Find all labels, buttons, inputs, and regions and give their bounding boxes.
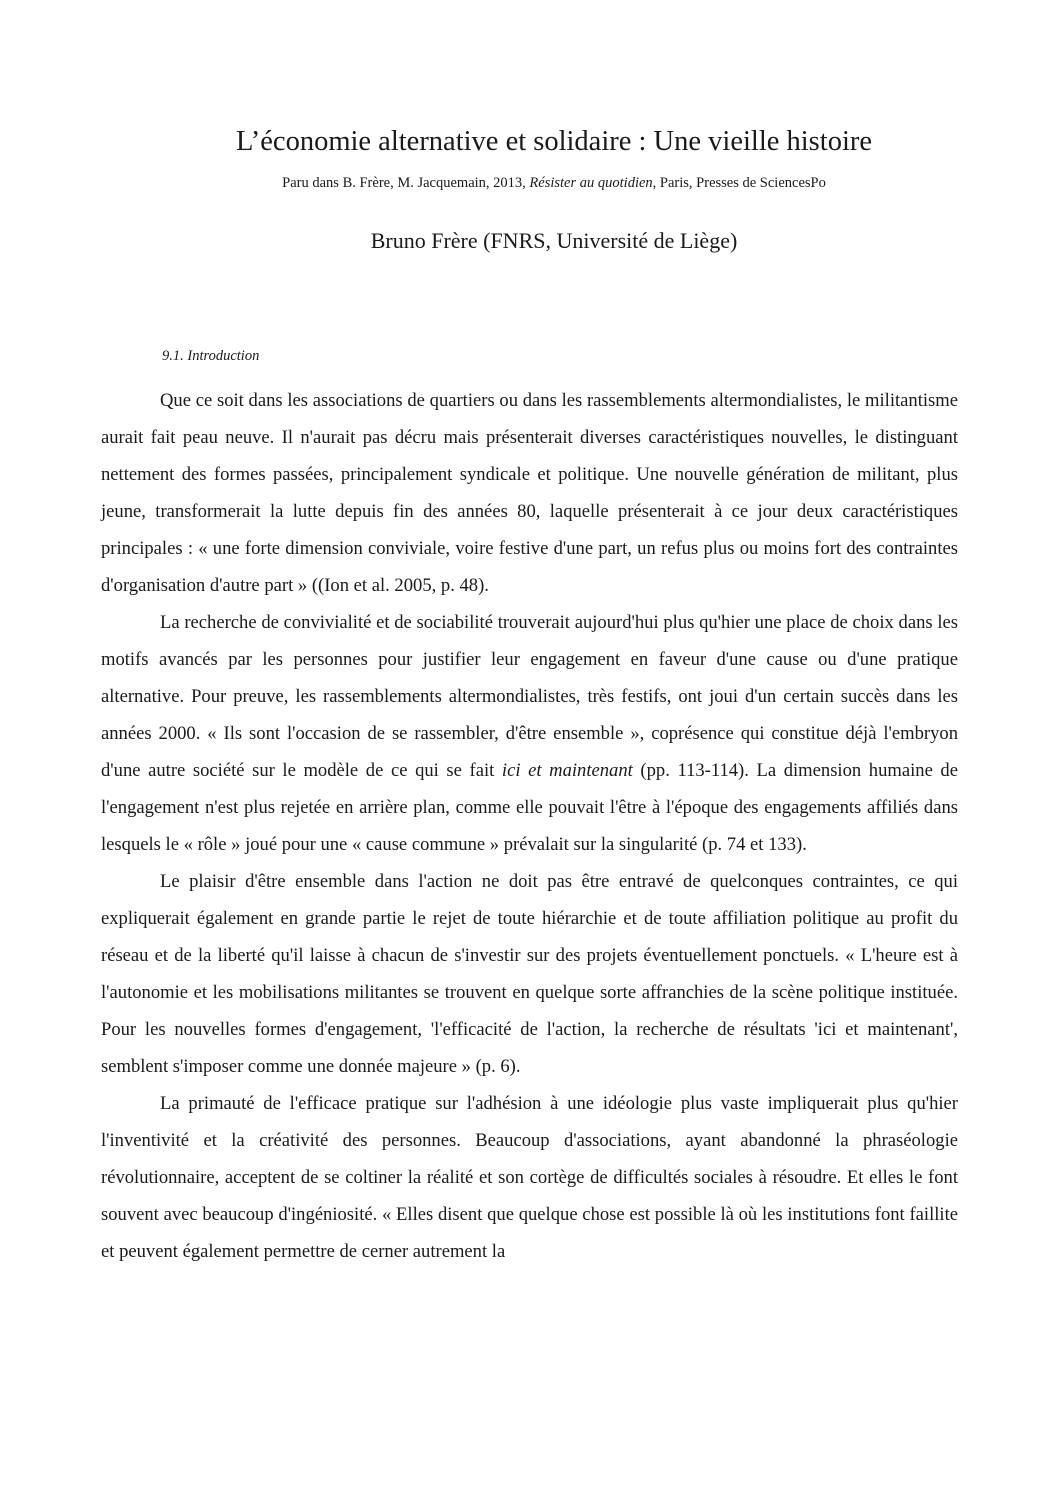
paragraph-2-text-before: La recherche de convivialité et de sociabilité trouverait aujourd'hui plus qu'hier une place de choix dans les motifs avancés par les personnes pour justifier leur engagement en faveur d'une cause ou d'une pratique alternative. Pour preuve, les rassemblements altermondialistes, très festifs, ont joui d'un certain succès dans les années 2000. « Ils sont l'occasion de se rassembler, d'être ensemble », coprésence qui constitue déjà l'embryon d'une autre société sur le modèle de ce qui se fait	[101, 612, 958, 781]
document-title: L’économie alternative et solidaire : Une vieille histoire	[235, 126, 873, 157]
publication-info-prefix: Paru dans B. Frère, M. Jacquemain, 2013,	[282, 175, 530, 191]
publication-info-suffix: , Paris, Presses de SciencesPo	[652, 175, 826, 191]
paragraph-2	[101, 604, 958, 863]
body-text	[101, 382, 958, 1270]
paragraph-2-text-after: (pp. 113-114). La dimension humaine de l'engagement n'est plus rejetée en arrière plan, comme elle pouvait l'être à l'époque des engagements affiliés dans lesquels le « rôle » joué pour une « cause commune » prévalait sur la singularité (p. 74 et 133).	[101, 760, 958, 855]
paragraph-4: La primauté de l'efficace pratique sur l'adhésion à une idéologie plus vaste impliquerait plus qu'hier l'inventivité et la créativité des personnes. Beaucoup d'associations, ayant abandonné la phraséologie révolutionnaire, acceptent de se coltiner la réalité et son cortège de difficultés sociales à résoudre. Et elles le font souvent avec beaucoup d'ingéniosité. « Elles disent que quelque chose est possible là où les institutions font faillite et peuvent également permettre de cerner autrement la	[101, 1093, 958, 1262]
paragraph-1: Que ce soit dans les associations de quartiers ou dans les rassemblements altermondialistes, le militantisme aurait fait peau neuve. Il n'aurait pas décru mais présenterait diverses caractéristiques nouvelles, le distinguant nettement des formes passées, principalement syndicale et politique. Une nouvelle génération de militant, plus jeune, transformerait la lutte depuis fin des années 80, laquelle présenterait à ce jour deux caractéristiques principales : « une forte dimension conviviale, voire festive d'une part, un refus plus ou moins fort des contraintes d'organisation d'autre part » ((Ion et al. 2005, p. 48).	[101, 390, 958, 596]
paragraph-2-italic: ici et maintenant	[501, 760, 633, 781]
author-line: Bruno Frère (FNRS, Université de Liège)	[370, 228, 738, 253]
section-heading: 9.1. Introduction	[162, 348, 260, 364]
publication-book-title: Résister au quotidien	[529, 175, 653, 191]
paragraph-3: Le plaisir d'être ensemble dans l'action ne doit pas être entravé de quelconques contraintes, ce qui expliquerait également en grande partie le rejet de toute hiérarchie et de toute affiliation politique au profit du réseau et de la liberté qu'il laisse à chacun de s'investir sur des projets éventuellement ponctuels. « L'heure est à l'autonomie et les mobilisations militantes se trouvent en quelque sorte affranchies de la scène politique instituée. Pour les nouvelles formes d'engagement, 'l'efficacité de l'action, la recherche de résultats 'ici et maintenant', semblent s'imposer comme une donnée majeure » (p. 6).	[101, 871, 958, 1077]
publication-info	[0, 173, 1058, 193]
